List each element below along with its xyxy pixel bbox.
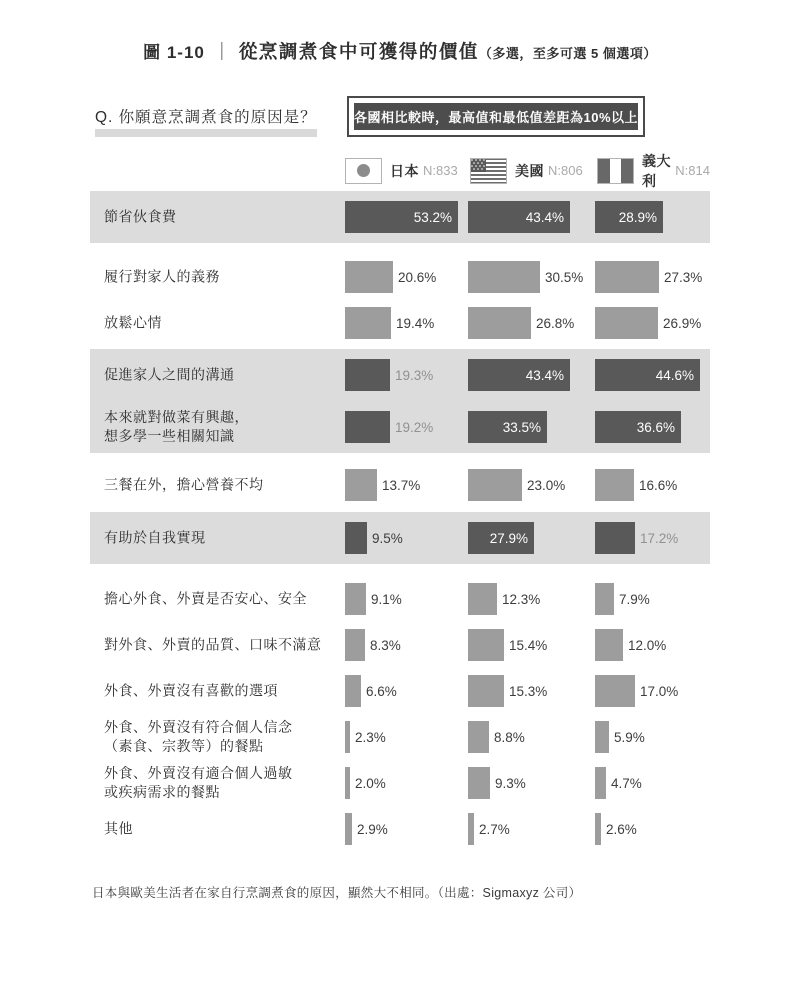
bar-value: 36.6% xyxy=(636,419,675,435)
bar-cell xyxy=(468,512,595,564)
highlighted-row-group xyxy=(90,349,710,453)
chart-row xyxy=(90,668,710,714)
question-row xyxy=(90,96,710,138)
legend-sample-size: N:833 xyxy=(423,163,458,178)
bar-cell xyxy=(345,512,468,564)
title-text: 從烹調煮食中可獲得的價值 xyxy=(238,41,479,62)
bar-cell xyxy=(595,300,710,346)
bar-cell xyxy=(468,760,595,806)
bar-value: 16.6% xyxy=(639,477,678,493)
bar-cell xyxy=(345,254,468,300)
row-label: 促進家人之間的溝通 xyxy=(104,366,235,383)
bar xyxy=(345,522,367,554)
bar-value: 53.2% xyxy=(413,209,452,225)
row-label: 放鬆心情 xyxy=(104,314,162,331)
bar-value: 19.3% xyxy=(395,367,434,383)
bar xyxy=(345,721,350,753)
bar-value: 30.5% xyxy=(545,269,584,285)
bar-value: 12.3% xyxy=(502,591,541,607)
bar-cell xyxy=(595,760,710,806)
legend-sample-size: N:814 xyxy=(675,163,710,178)
bar xyxy=(468,359,570,391)
bar-value: 20.6% xyxy=(398,269,437,285)
usa-flag-icon xyxy=(470,158,507,184)
bar xyxy=(595,261,659,293)
bar-value: 6.6% xyxy=(366,683,397,699)
bar xyxy=(468,675,504,707)
bar-value: 19.4% xyxy=(396,315,435,331)
bar xyxy=(468,411,547,443)
bar-value: 15.4% xyxy=(509,637,548,653)
bar xyxy=(595,522,635,554)
bar xyxy=(595,813,601,845)
row-label: 外食、外賣沒有喜歡的選項 xyxy=(104,682,278,699)
bar-cell xyxy=(468,300,595,346)
chart-row xyxy=(90,191,710,243)
row-label: 外食、外賣沒有適合個人過敏 或疾病需求的餐點 xyxy=(104,765,293,800)
row-label: 對外食、外賣的品質、口味不滿意 xyxy=(104,636,322,653)
legend xyxy=(90,152,710,189)
bar-cell xyxy=(595,254,710,300)
bar-cell xyxy=(345,806,468,852)
bar xyxy=(595,469,634,501)
bar-value: 17.2% xyxy=(640,530,679,546)
question-label: Q. 你願意烹調煮食的原因是？ xyxy=(95,105,317,137)
bar-cell xyxy=(468,401,595,453)
chart-row xyxy=(90,512,710,564)
bar xyxy=(468,307,531,339)
bar xyxy=(468,767,490,799)
bar xyxy=(595,201,663,233)
legend-sample-size: N:806 xyxy=(548,163,583,178)
bar-value: 33.5% xyxy=(502,419,541,435)
bar-cell xyxy=(595,462,710,508)
row-label: 節省伙食費 xyxy=(104,208,177,225)
bar xyxy=(595,583,614,615)
bar-value: 26.9% xyxy=(663,315,702,331)
bar-cell xyxy=(468,806,595,852)
figure-title xyxy=(0,0,800,64)
row-label: 三餐在外，擔心營養不均 xyxy=(104,476,264,493)
bar xyxy=(468,629,504,661)
bar-cell xyxy=(345,349,468,401)
bar-value: 5.9% xyxy=(614,729,645,745)
legend-country-name: 美國 xyxy=(515,162,544,179)
bar-chart xyxy=(90,191,710,852)
bar-cell xyxy=(468,462,595,508)
bar-value: 8.8% xyxy=(494,729,525,745)
bar-cell xyxy=(345,191,468,243)
bar-value: 23.0% xyxy=(527,477,566,493)
bar-value: 2.3% xyxy=(355,729,386,745)
bar xyxy=(595,721,609,753)
bar-value: 9.3% xyxy=(495,775,526,791)
legend-country-name: 日本 xyxy=(390,162,419,179)
bar xyxy=(595,767,606,799)
title-separator: ｜ xyxy=(212,42,231,62)
bar-cell xyxy=(468,714,595,760)
bar xyxy=(345,675,361,707)
bar-value: 44.6% xyxy=(655,367,694,383)
chart-row xyxy=(90,349,710,401)
bar xyxy=(345,307,391,339)
bar-cell xyxy=(345,300,468,346)
bar xyxy=(468,813,474,845)
figure-number: 圖 1-10 xyxy=(143,43,205,62)
bar xyxy=(468,721,489,753)
bar-cell xyxy=(345,622,468,668)
bar-cell xyxy=(595,349,710,401)
bar-value: 7.9% xyxy=(619,591,650,607)
row-label: 擔心外食、外賣是否安心、安全 xyxy=(104,590,307,607)
bar-cell xyxy=(345,714,468,760)
bar-cell xyxy=(595,576,710,622)
chart-row xyxy=(90,462,710,508)
bar xyxy=(345,411,390,443)
bar xyxy=(345,469,377,501)
row-label: 其他 xyxy=(104,820,133,837)
bar-cell xyxy=(595,512,710,564)
bar xyxy=(345,201,458,233)
bar-value: 2.9% xyxy=(357,821,388,837)
chart-row xyxy=(90,714,710,760)
bar-value: 2.6% xyxy=(606,821,637,837)
chart-row xyxy=(90,760,710,806)
bar xyxy=(595,359,700,391)
chart-row xyxy=(90,254,710,300)
bar-value: 17.0% xyxy=(640,683,679,699)
bar-value: 19.2% xyxy=(395,419,434,435)
bar-value: 2.7% xyxy=(479,821,510,837)
bar xyxy=(345,767,350,799)
bar-value: 4.7% xyxy=(611,775,642,791)
bar xyxy=(595,411,681,443)
callout-box xyxy=(347,96,645,137)
bar-value: 9.5% xyxy=(372,530,403,546)
bar-cell xyxy=(595,714,710,760)
bar-cell xyxy=(345,576,468,622)
row-label: 本來就對做菜有興趣， 想多學一些相關知識 xyxy=(104,409,249,444)
bar xyxy=(468,201,570,233)
chart-row xyxy=(90,576,710,622)
bar-value: 43.4% xyxy=(525,209,564,225)
bar-value: 27.9% xyxy=(489,530,528,546)
row-group xyxy=(90,576,710,852)
bar xyxy=(595,307,658,339)
bar xyxy=(468,469,522,501)
legend-country-name: 義大利 xyxy=(642,152,671,189)
bar-cell xyxy=(468,668,595,714)
chart-row xyxy=(90,300,710,346)
bar-cell xyxy=(468,576,595,622)
row-label: 有助於自我實現 xyxy=(104,529,206,546)
bar-value: 12.0% xyxy=(628,637,667,653)
bar-cell xyxy=(595,191,710,243)
bar-cell xyxy=(468,622,595,668)
bar-cell xyxy=(345,462,468,508)
legend-item-usa xyxy=(470,157,583,184)
highlighted-row-group xyxy=(90,512,710,564)
bar-value: 28.9% xyxy=(618,209,657,225)
bar xyxy=(468,522,534,554)
footer-caption: 日本與歐美生活者在家自行烹調煮食的原因，顯然大不相同。（出處：Sigmaxyz 公司） xyxy=(92,886,582,900)
bar-cell xyxy=(468,254,595,300)
bar-value: 26.8% xyxy=(536,315,575,331)
legend-item-japan xyxy=(345,157,458,184)
chart-row xyxy=(90,806,710,852)
chart-rows xyxy=(90,191,710,852)
bar-value: 43.4% xyxy=(525,367,564,383)
chart-row xyxy=(90,401,710,453)
bar-cell xyxy=(345,401,468,453)
bar-cell xyxy=(595,806,710,852)
bar xyxy=(345,261,393,293)
legend-item-italy xyxy=(597,152,710,189)
bar xyxy=(345,629,365,661)
bar-value: 8.3% xyxy=(370,637,401,653)
bar xyxy=(468,583,497,615)
bar xyxy=(595,675,635,707)
bar-cell xyxy=(468,349,595,401)
bar-value: 13.7% xyxy=(382,477,421,493)
bar-value: 9.1% xyxy=(371,591,402,607)
bar-cell xyxy=(595,622,710,668)
bar xyxy=(468,261,540,293)
bar xyxy=(345,813,352,845)
bar-cell xyxy=(345,760,468,806)
row-group xyxy=(90,254,710,346)
bar-value: 15.3% xyxy=(509,683,548,699)
bar xyxy=(595,629,623,661)
bar xyxy=(345,583,366,615)
bar-value: 2.0% xyxy=(355,775,386,791)
row-label: 外食、外賣沒有符合個人信念 （素食、宗教等）的餐點 xyxy=(104,719,293,754)
japan-flag-icon xyxy=(345,158,382,184)
bar-value: 27.3% xyxy=(664,269,703,285)
bar-cell xyxy=(345,668,468,714)
bar-cell xyxy=(595,668,710,714)
bar xyxy=(345,359,390,391)
bar-cell xyxy=(595,401,710,453)
bar-cell xyxy=(468,191,595,243)
row-label: 履行對家人的義務 xyxy=(104,268,220,285)
row-group xyxy=(90,462,710,508)
callout-text: 各國相比較時，最高值和最低值差距為10%以上 xyxy=(354,103,638,130)
chart-row xyxy=(90,622,710,668)
title-note: （多選，至多可選 5 個選項） xyxy=(478,46,657,61)
italy-flag-icon xyxy=(597,158,634,184)
highlighted-row-group xyxy=(90,191,710,243)
